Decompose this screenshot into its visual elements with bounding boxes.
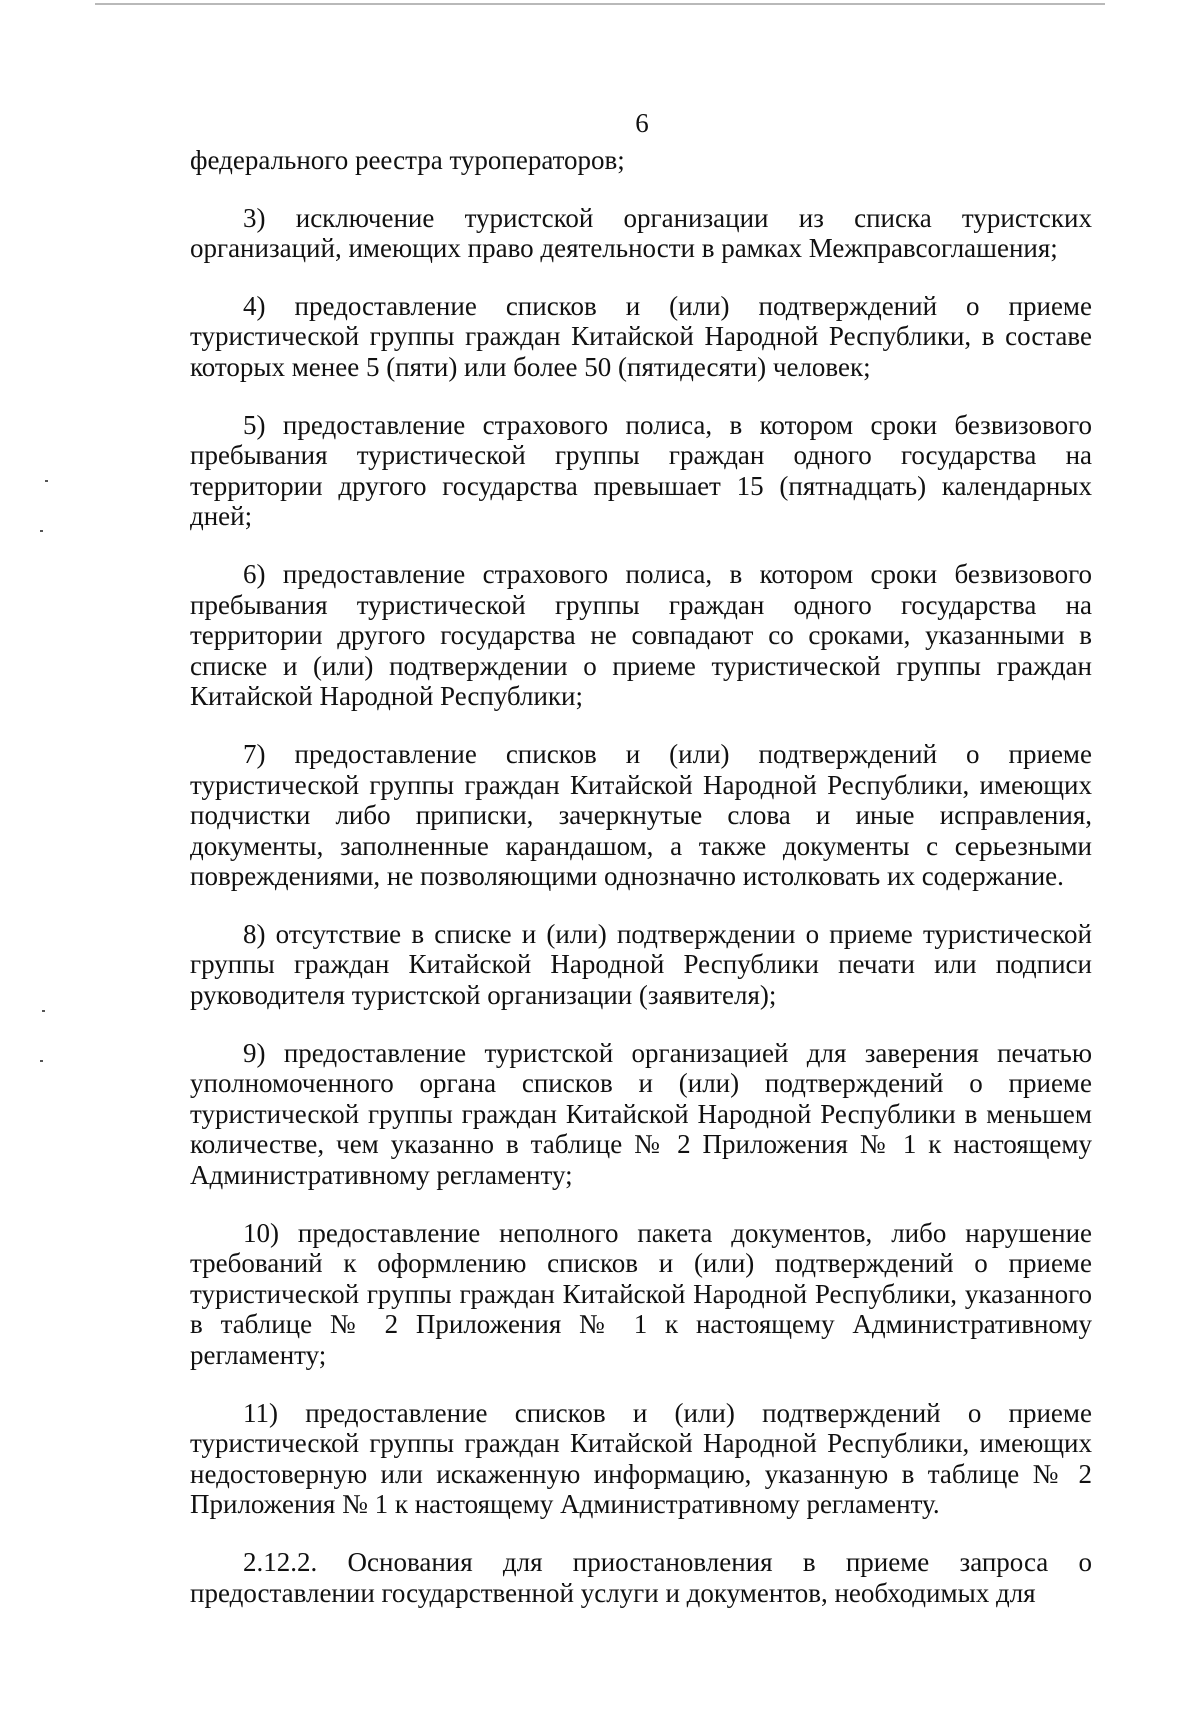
page-number: 6 [635, 108, 649, 138]
scan-speck [42, 1010, 45, 1012]
list-item-7: 7) предоставление списков и (или) подтверждений о приеме туристической группы граждан Китайской Народной Республики, имеющих подчистки либо приписки, зачеркнутые слова и иные исправления, документы, заполненные карандашом, а также документы с серьезными повреждениями, не позволяющими однозначно истолковать их содержание. [190, 738, 1092, 892]
list-item-11: 11) предоставление списков и (или) подтверждений о приеме туристической группы граждан Китайской Народной Республики, имеющих недостоверную или искаженную информацию, указанную в таблице № 2 Приложения № 1 к настоящему Административному регламенту. [190, 1397, 1092, 1520]
section-2-12-2: 2.12.2. Основания для приостановления в приеме запроса о предоставлении государственной услуги и документов, необходимых для [190, 1546, 1092, 1608]
scan-top-edge [95, 3, 1105, 5]
scan-speck [40, 1060, 43, 1062]
list-item-5: 5) предоставление страхового полиса, в котором сроки безвизового пребывания туристической группы граждан одного государства на территории другого государства превышает 15 (пятнадцать) календарных дней; [190, 409, 1092, 532]
list-item-6: 6) предоставление страхового полиса, в котором сроки безвизового пребывания туристической группы граждан одного государства на территории другого государства не совпадают со сроками, указанными в списке и (или) подтверждении о приеме туристической группы граждан Китайской Народной Республики; [190, 558, 1092, 712]
paragraph-continuation: федерального реестра туроператоров; [190, 145, 625, 175]
list-item-10: 10) предоставление неполного пакета документов, либо нарушение требований к оформлению списков и (или) подтверждений о приеме туристической группы граждан Китайской Народной Республики, указанного в таблице № 2 Приложения № 1 к настоящему Административному регламенту; [190, 1217, 1092, 1370]
list-item-8: 8) отсутствие в списке и (или) подтверждении о приеме туристической группы граждан Китайской Народной Республики печати или подписи руководителя туристской организации (заявителя); [190, 918, 1092, 1011]
list-item-4: 4) предоставление списков и (или) подтверждений о приеме туристической группы граждан Китайской Народной Республики, в составе которых менее 5 (пяти) или более 50 (пятидесяти) человек; [190, 290, 1092, 382]
list-item-9: 9) предоставление туристской организацией для заверения печатью уполномоченного органа списков и (или) подтверждений о приеме туристической группы граждан Китайской Народной Республики в меньшем количестве, чем указанно в таблице № 2 Приложения № 1 к настоящему Административному регламенту; [190, 1037, 1092, 1191]
document-body [190, 145, 1092, 1635]
scan-speck [45, 480, 48, 482]
list-item-3: 3) исключение туристской организации из списка туристских организаций, имеющих право деятельности в рамках Межправсоглашения; [190, 202, 1092, 264]
scan-speck [40, 530, 43, 532]
